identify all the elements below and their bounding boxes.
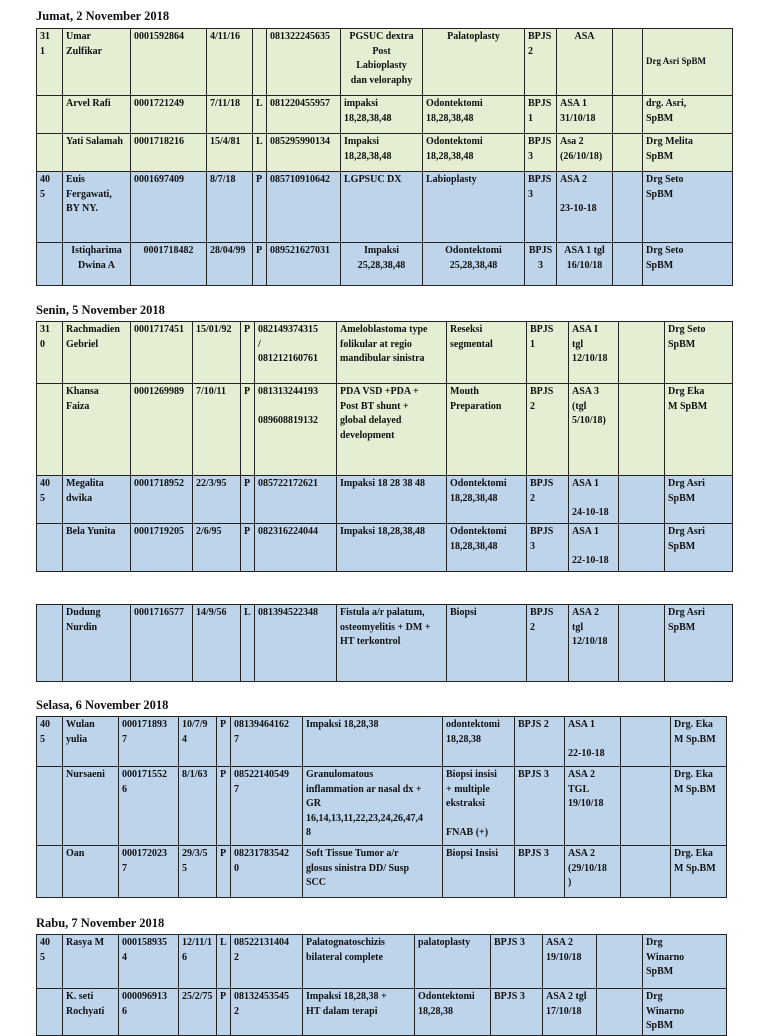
sex-cell: L: [217, 935, 231, 989]
diagnosis: Impaksi 18,28,38: [303, 717, 443, 767]
doctor-name: Drg. Eka M Sp.BM: [671, 767, 727, 846]
extra-cell: [619, 524, 665, 572]
birth-date: 29/3/5 5: [179, 846, 217, 898]
section-title-selasa: Selasa, 6 November 2018: [36, 698, 169, 712]
bpjs-class: BPJS 3: [527, 524, 569, 572]
medical-record-number: 0001697409: [131, 172, 207, 243]
sex-cell: P: [217, 989, 231, 1036]
asa-status: ASA I tgl 12/10/18: [569, 322, 619, 384]
patient-name: Rasya M: [63, 935, 119, 989]
patient-name: Bela Yunita: [63, 524, 131, 572]
room-cell: [37, 605, 63, 682]
bpjs-class: BPJS 3: [515, 846, 565, 898]
bpjs-class: BPJS 2: [527, 605, 569, 682]
bpjs-class: BPJS 3: [525, 134, 557, 172]
diagnosis: Granulomatous inflammation ar nasal dx + GR 16,14,13,11,22,23,24,26,47,4 8: [303, 767, 443, 846]
room-cell: [37, 846, 63, 898]
room-cell: [37, 767, 63, 846]
extra-cell: [621, 717, 671, 767]
diagnosis: Impaksi 18,28,38,48: [341, 134, 423, 172]
diagnosis: Palatognatoschizis bilateral complete: [303, 935, 415, 989]
patient-name: Dudung Nurdin: [63, 605, 131, 682]
extra-cell: [597, 989, 643, 1036]
doctor-name: Drg Asri SpBM: [665, 524, 733, 572]
diagnosis: Impaksi 18,28,38,48: [337, 524, 447, 572]
doctor-name: Drg. Eka M Sp.BM: [671, 846, 727, 898]
extra-cell: [613, 134, 643, 172]
room-cell: [37, 384, 63, 476]
patient-name: Oan: [63, 846, 119, 898]
section-title-jumat: Jumat, 2 November 2018: [36, 9, 170, 23]
doctor-name: Drg Seto SpBM: [643, 172, 733, 243]
asa-status: ASA: [557, 29, 613, 96]
procedure: palatoplasty: [415, 935, 491, 989]
procedure: Odontektomi 18,28,38,48: [447, 524, 527, 572]
section-title-rabu: Rabu, 7 November 2018: [36, 916, 165, 930]
patient-name: Megalita dwika: [63, 476, 131, 524]
birth-date: 15/01/92: [193, 322, 241, 384]
table-row: [37, 172, 733, 243]
extra-cell: [619, 476, 665, 524]
room-cell: [37, 989, 63, 1036]
room-cell: 40 5: [37, 717, 63, 767]
extra-cell: [613, 96, 643, 134]
birth-date: 4/11/16: [207, 29, 253, 96]
room-cell: 31 1: [37, 29, 63, 96]
asa-status: ASA 2 tgl 17/10/18: [543, 989, 597, 1036]
phone-number: 085722172621: [255, 476, 337, 524]
extra-cell: [613, 29, 643, 96]
medical-record-number: 000158935 4: [119, 935, 179, 989]
schedule-table-senin: [36, 321, 733, 572]
sex-cell: P: [241, 524, 255, 572]
asa-status: ASA 2 23-10-18: [557, 172, 613, 243]
phone-number: 08132453545 2: [231, 989, 303, 1036]
sex-cell: P: [253, 172, 267, 243]
sex-cell: P: [217, 767, 231, 846]
patient-name: Arvel Rafi: [63, 96, 131, 134]
table-row: [37, 134, 733, 172]
bpjs-class: BPJS 2: [525, 29, 557, 96]
room-cell: 31 0: [37, 322, 63, 384]
procedure: odontektomi 18,28,38: [443, 717, 515, 767]
doctor-name: Drg Seto SpBM: [665, 322, 733, 384]
medical-record-number: 0001269989: [131, 384, 193, 476]
table-row: [37, 717, 727, 767]
birth-date: 8/1/63: [179, 767, 217, 846]
phone-number: 082316224044: [255, 524, 337, 572]
extra-cell: [619, 384, 665, 476]
bpjs-class: BPJS 3: [491, 989, 543, 1036]
patient-name: Khansa Faiza: [63, 384, 131, 476]
doctor-name: Drg. Eka M Sp.BM: [671, 717, 727, 767]
bpjs-class: BPJS 3: [525, 172, 557, 243]
medical-record-number: 000171893 7: [119, 717, 179, 767]
bpjs-class: BPJS 1: [527, 322, 569, 384]
procedure: Odontektomi 18,28,38,48: [423, 134, 525, 172]
doctor-name: Drg Asri SpBM: [665, 476, 733, 524]
bpjs-class: BPJS 3: [515, 767, 565, 846]
medical-record-number: 000096913 6: [119, 989, 179, 1036]
room-cell: 40 5: [37, 935, 63, 989]
medical-record-number: 000171552 6: [119, 767, 179, 846]
sex-cell: P: [241, 476, 255, 524]
asa-status: ASA 2 (29/10/18 ): [565, 846, 621, 898]
table-row: [37, 767, 727, 846]
birth-date: 7/11/18: [207, 96, 253, 134]
table-row: [37, 935, 727, 989]
procedure: Biopsi Insisi: [443, 846, 515, 898]
diagnosis: Soft Tissue Tumor a/r glosus sinistra DD/ Susp SCC: [303, 846, 443, 898]
asa-status: ASA 2 19/10/18: [543, 935, 597, 989]
medical-record-number: 0001721249: [131, 96, 207, 134]
extra-cell: [613, 172, 643, 243]
bpjs-class: BPJS 2: [527, 476, 569, 524]
room-cell: [37, 243, 63, 286]
table-row: [37, 846, 727, 898]
phone-number: 081394522348: [255, 605, 337, 682]
phone-number: 08231783542 0: [231, 846, 303, 898]
procedure: Odontektomi 18,28,38,48: [423, 96, 525, 134]
medical-record-number: 0001718216: [131, 134, 207, 172]
asa-status: ASA 1 22-10-18: [565, 717, 621, 767]
bpjs-class: BPJS 2: [527, 384, 569, 476]
diagnosis: PDA VSD +PDA + Post BT shunt + global delayed development: [337, 384, 447, 476]
medical-record-number: 000172023 7: [119, 846, 179, 898]
birth-date: 15/4/81: [207, 134, 253, 172]
asa-status: ASA 1 tgl 16/10/18: [557, 243, 613, 286]
birth-date: 8/7/18: [207, 172, 253, 243]
sex-cell: [253, 29, 267, 96]
section-title-senin: Senin, 5 November 2018: [36, 303, 165, 317]
medical-record-number: 0001592864: [131, 29, 207, 96]
patient-name: Istiqharima Dwina A: [63, 243, 131, 286]
phone-number: 081313244193 089608819132: [255, 384, 337, 476]
asa-status: Asa 2 (26/10/18): [557, 134, 613, 172]
bpjs-class: BPJS 1: [525, 96, 557, 134]
sex-cell: P: [253, 243, 267, 286]
schedule-table-jumat: [36, 28, 733, 286]
diagnosis: Impaksi 18 28 38 48: [337, 476, 447, 524]
diagnosis: LGPSUC DX: [341, 172, 423, 243]
procedure: Odontektomi 18,28,38: [415, 989, 491, 1036]
asa-status: ASA 1 31/10/18: [557, 96, 613, 134]
room-cell: 40 5: [37, 476, 63, 524]
bpjs-class: BPJS 3: [491, 935, 543, 989]
procedure: Odontektomi 18,28,38,48: [447, 476, 527, 524]
table-row: [37, 384, 733, 476]
doctor-name: Drg Melita SpBM: [643, 134, 733, 172]
table-row: [37, 29, 733, 96]
patient-name: Euis Fergawati, BY NY.: [63, 172, 131, 243]
doctor-name: Drg Seto SpBM: [643, 243, 733, 286]
medical-record-number: 0001718952: [131, 476, 193, 524]
procedure: Reseksi segmental: [447, 322, 527, 384]
asa-status: ASA 1 22-10-18: [569, 524, 619, 572]
patient-name: Rachmadien Gebriel: [63, 322, 131, 384]
patient-name: Yati Salamah: [63, 134, 131, 172]
medical-record-number: 0001717451: [131, 322, 193, 384]
asa-status: ASA 3 (tgl 5/10/18): [569, 384, 619, 476]
birth-date: 2/6/95: [193, 524, 241, 572]
procedure: Odontektomi 25,28,38,48: [423, 243, 525, 286]
doctor-name: Drg Winarno SpBM: [643, 935, 727, 989]
diagnosis: Fistula a/r palatum, osteomyelitis + DM + HT terkontrol: [337, 605, 447, 682]
medical-record-number: 0001718482: [131, 243, 207, 286]
patient-name: Umar Zulfikar: [63, 29, 131, 96]
phone-number: 085710910642: [267, 172, 341, 243]
diagnosis: Impaksi 18,28,38 + HT dalam terapi: [303, 989, 415, 1036]
sex-cell: P: [217, 717, 231, 767]
sex-cell: L: [253, 96, 267, 134]
sex-cell: P: [241, 384, 255, 476]
procedure: Biopsi: [447, 605, 527, 682]
birth-date: 10/7/9 4: [179, 717, 217, 767]
diagnosis: impaksi 18,28,38,48: [341, 96, 423, 134]
extra-cell: [621, 767, 671, 846]
medical-record-number: 0001716577: [131, 605, 193, 682]
phone-number: 085295990134: [267, 134, 341, 172]
extra-cell: [597, 935, 643, 989]
table-row: [37, 243, 733, 286]
phone-number: 089521627031: [267, 243, 341, 286]
birth-date: 28/04/99: [207, 243, 253, 286]
birth-date: 14/9/56: [193, 605, 241, 682]
diagnosis: PGSUC dextra Post Labioplasty dan veloraphy: [341, 29, 423, 96]
phone-number: 08522131404 2: [231, 935, 303, 989]
bpjs-class: BPJS 3: [525, 243, 557, 286]
phone-number: 08139464162 7: [231, 717, 303, 767]
birth-date: 25/2/75: [179, 989, 217, 1036]
extra-cell: [619, 605, 665, 682]
asa-status: ASA 2 tgl 12/10/18: [569, 605, 619, 682]
procedure: Labioplasty: [423, 172, 525, 243]
patient-name: Nursaeni: [63, 767, 119, 846]
birth-date: 12/11/1 6: [179, 935, 217, 989]
patient-name: Wulan yulia: [63, 717, 119, 767]
procedure: Palatoplasty: [423, 29, 525, 96]
diagnosis: Ameloblastoma type folikular at regio mandibular sinistra: [337, 322, 447, 384]
procedure: Biopsi insisi + multiple ekstraksi FNAB (+): [443, 767, 515, 846]
extra-cell: [613, 243, 643, 286]
sex-cell: P: [241, 322, 255, 384]
table-row: [37, 476, 733, 524]
asa-status: ASA 1 24-10-18: [569, 476, 619, 524]
phone-number: 08522140549 7: [231, 767, 303, 846]
asa-status: ASA 2 TGL 19/10/18: [565, 767, 621, 846]
room-cell: [37, 134, 63, 172]
sex-cell: P: [217, 846, 231, 898]
schedule-table-extra: [36, 604, 733, 682]
medical-record-number: 0001719205: [131, 524, 193, 572]
phone-number: 081322245635: [267, 29, 341, 96]
sex-cell: L: [241, 605, 255, 682]
bpjs-class: BPJS 2: [515, 717, 565, 767]
doctor-name: Drg Eka M SpBM: [665, 384, 733, 476]
doctor-name: drg. Asri, SpBM: [643, 96, 733, 134]
room-cell: [37, 524, 63, 572]
patient-name: K. seti Rochyati: [63, 989, 119, 1036]
schedule-table-selasa: [36, 716, 727, 898]
phone-number: 082149374315 / 081212160761: [255, 322, 337, 384]
birth-date: 22/3/95: [193, 476, 241, 524]
diagnosis: Impaksi 25,28,38,48: [341, 243, 423, 286]
table-row: [37, 96, 733, 134]
doctor-name: Drg Asri SpBM: [643, 29, 733, 96]
room-cell: 40 5: [37, 172, 63, 243]
birth-date: 7/10/11: [193, 384, 241, 476]
table-row: [37, 605, 733, 682]
table-row: [37, 989, 727, 1036]
phone-number: 081220455957: [267, 96, 341, 134]
doctor-name: Drg Winarno SpBM: [643, 989, 727, 1036]
doctor-name: Drg Asri SpBM: [665, 605, 733, 682]
extra-cell: [619, 322, 665, 384]
sex-cell: L: [253, 134, 267, 172]
table-row: [37, 322, 733, 384]
table-row: [37, 524, 733, 572]
procedure: Mouth Preparation: [447, 384, 527, 476]
extra-cell: [621, 846, 671, 898]
room-cell: [37, 96, 63, 134]
schedule-table-rabu: [36, 934, 727, 1036]
